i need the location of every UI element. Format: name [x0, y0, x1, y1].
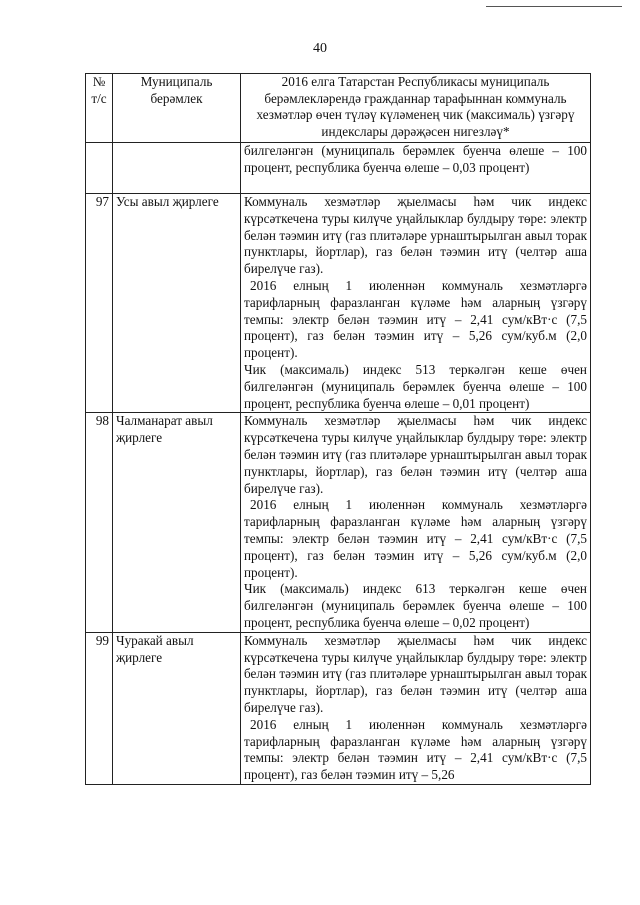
municipal-index-table [85, 73, 591, 785]
row-description-cell [241, 632, 591, 784]
header-description: 2016 елга Татарстан Республикасы муниципаль берәмлекләрендә гражданнар тарафыннан коммуналь хезмәтләр өчен түләү күләменең чик (максималь) үзгәрү индекслары дәрәҗәсен нигезләү* [241, 74, 591, 143]
row-description-cell [241, 143, 591, 194]
row-paragraph-tariffs: 2016 елның 1 июленнән коммуналь хезмәтләргә тарифларның фаразланган күләме һәм аларның үзгәрү темпы: электр белән тәэмин итү – 2,41 сум/кВт·с (7,5 процент), газ белән тәэмин итү – 5,26 сум/куб.м (2,0 процент). [244, 277, 587, 361]
row-paragraph-services: Коммуналь хезмәтләр җыелмасы һәм чик индекс күрсәткечена туры килүче уңайлыклар булдыру төре: электр белән тәэмин итү (газ плитәләре урнаштырылган авыл торак пунктлары, йортлар), газ белән тәэмин итү (челтәр аша бирелүче газ). [244, 194, 587, 277]
row-municipality: Чалманарат авыл җирлеге [113, 413, 241, 632]
row-paragraph-limit-index: Чик (максималь) индекс 513 теркәлгән кеше өчен билгеләнгән (муниципаль берәмлек буенча өлеше – 100 процент, республика буенча өлеше – 0,01 процент) [244, 361, 587, 411]
row-municipality-cell [113, 143, 241, 194]
row-num-cell [86, 143, 113, 194]
row-paragraph-tariffs: 2016 елның 1 июленнән коммуналь хезмәтләргә тарифларның фаразланган күләме һәм аларның үзгәрү темпы: электр белән тәэмин итү – 2,41 сум/кВт·с (7,5 процент), газ белән тәэмин итү – 5,26 [244, 716, 587, 783]
header-num: № т/с [86, 74, 113, 143]
row-paragraph-services: Коммуналь хезмәтләр җыелмасы һәм чик индекс күрсәткечена туры килүче уңайлыклар булдыру төре: электр белән тәэмин итү (газ плитәләре урнаштырылган авыл торак пунктлары, йортлар), газ белән тәэмин итү (челтәр аша бирелүче газ). [244, 632, 587, 715]
row-description-cell [241, 194, 591, 413]
continuation-text: билгеләнгән (муниципаль берәмлек буенча өлеше – 100 процент, республика буенча өлеше – 0,03 процент) [244, 143, 587, 175]
table-row [86, 194, 591, 413]
row-paragraph-services: Коммуналь хезмәтләр җыелмасы һәм чик индекс күрсәткечена туры килүче уңайлыклар булдыру төре: электр белән тәэмин итү (газ плитәләре урнаштырылган авыл торак пунктлары, йортлар), газ белән тәэмин итү (челтәр аша бирелүче газ). [244, 413, 587, 496]
table-header-row [86, 74, 591, 143]
page-number: 40 [313, 41, 327, 56]
table-row-continuation [86, 143, 591, 194]
row-paragraph-tariffs: 2016 елның 1 июленнән коммуналь хезмәтләргә тарифларның фаразланган күләме һәм аларның үзгәрү темпы: электр белән тәэмин итү – 2,41 сум/кВт·с (7,5 процент), газ белән тәэмин итү – 5,26 сум/куб.м (2,0 процент). [244, 497, 587, 580]
table-row [86, 632, 591, 784]
row-num: 97 [86, 194, 113, 413]
row-description-cell [241, 413, 591, 632]
top-rule [486, 6, 622, 7]
row-num: 99 [86, 632, 113, 784]
row-paragraph-limit-index: Чик (максималь) индекс 613 теркәлгән кеше өчен билгеләнгән (муниципаль берәмлек буенча өлеше – 100 процент, республика буенча өлеше – 0,02 процент) [244, 581, 587, 630]
row-municipality: Чуракай авыл җирлеге [113, 632, 241, 784]
table-row [86, 413, 591, 632]
row-num: 98 [86, 413, 113, 632]
header-municipality: Муниципаль берәмлек [113, 74, 241, 143]
row-municipality: Усы авыл җирлеге [113, 194, 241, 413]
